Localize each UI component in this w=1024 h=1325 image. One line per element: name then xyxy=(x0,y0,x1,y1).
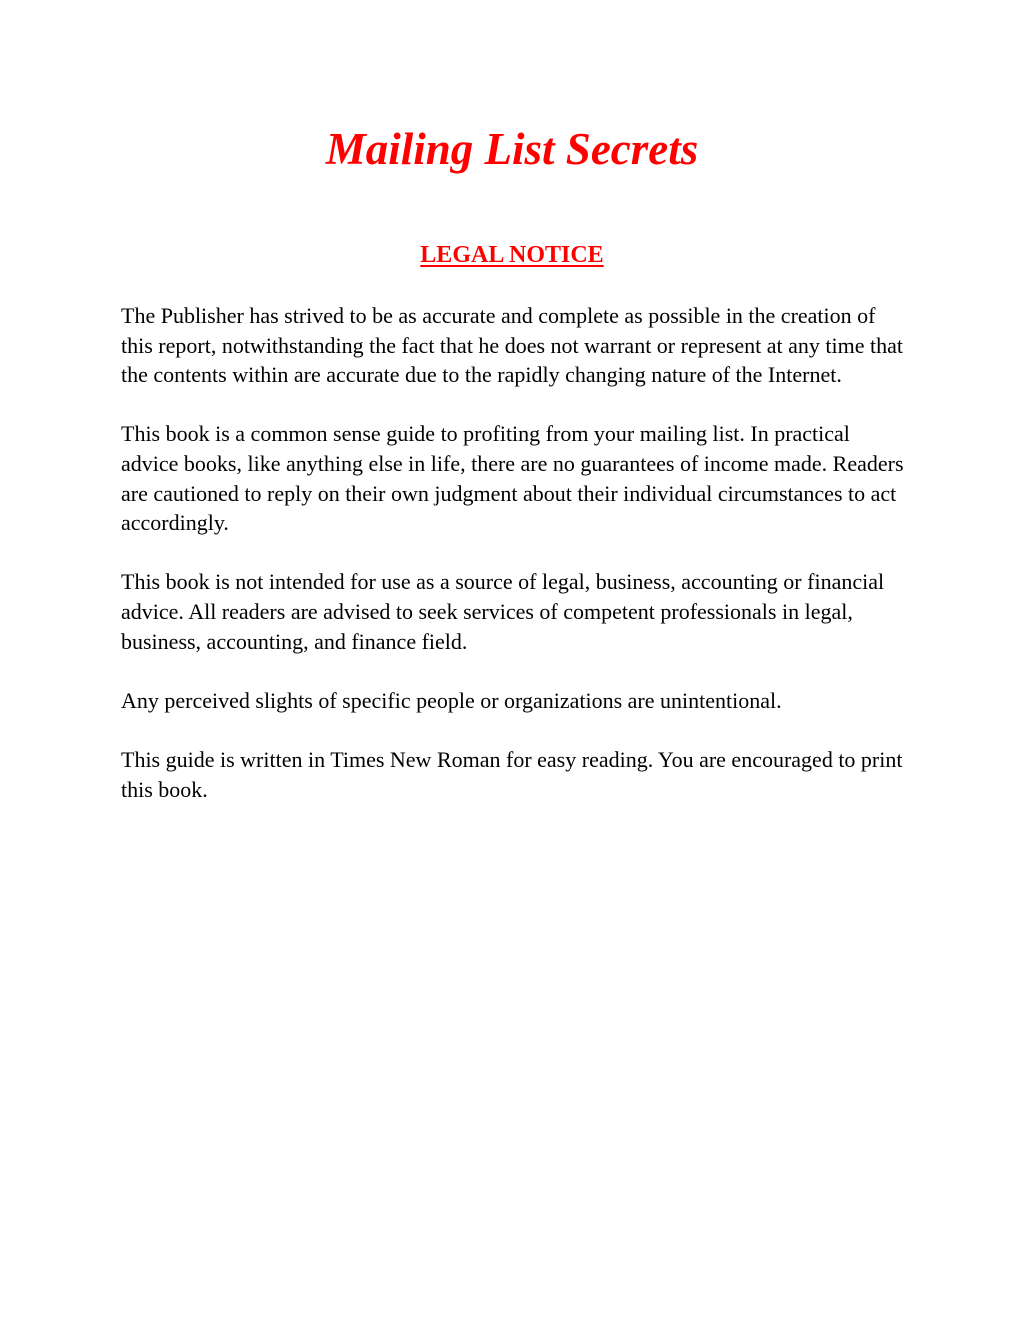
paragraph-font-note: This guide is written in Times New Roman for easy reading. You are encouraged to print this book. xyxy=(121,746,903,802)
document-title: Mailing List Secrets xyxy=(325,124,699,174)
legal-notice-heading: LEGAL NOTICE xyxy=(420,242,604,268)
paragraph-not-professional-advice: This book is not intended for use as a source of legal, business, accounting or financial advice. All readers are advised to seek services of competent professionals in legal, business, accounting, and finance field. xyxy=(121,569,885,654)
paragraph-unintentional-slights: Any perceived slights of specific people or organizations are unintentional. xyxy=(121,687,782,713)
paragraph-accuracy-disclaimer: The Publisher has strived to be as accurate and complete as possible in the creation of this report, notwithstanding the fact that he does not warrant or represent at any time that the contents within are accurate due to the rapidly changing nature of the Internet. xyxy=(121,303,903,388)
paragraph-no-guarantees: This book is a common sense guide to profiting from your mailing list. In practical advice books, like anything else in life, there are no guarantees of income made. Readers are cautioned to reply on their own judgment about their individual circumstances to act accordingly. xyxy=(121,421,904,536)
legal-notice-body xyxy=(121,301,911,834)
